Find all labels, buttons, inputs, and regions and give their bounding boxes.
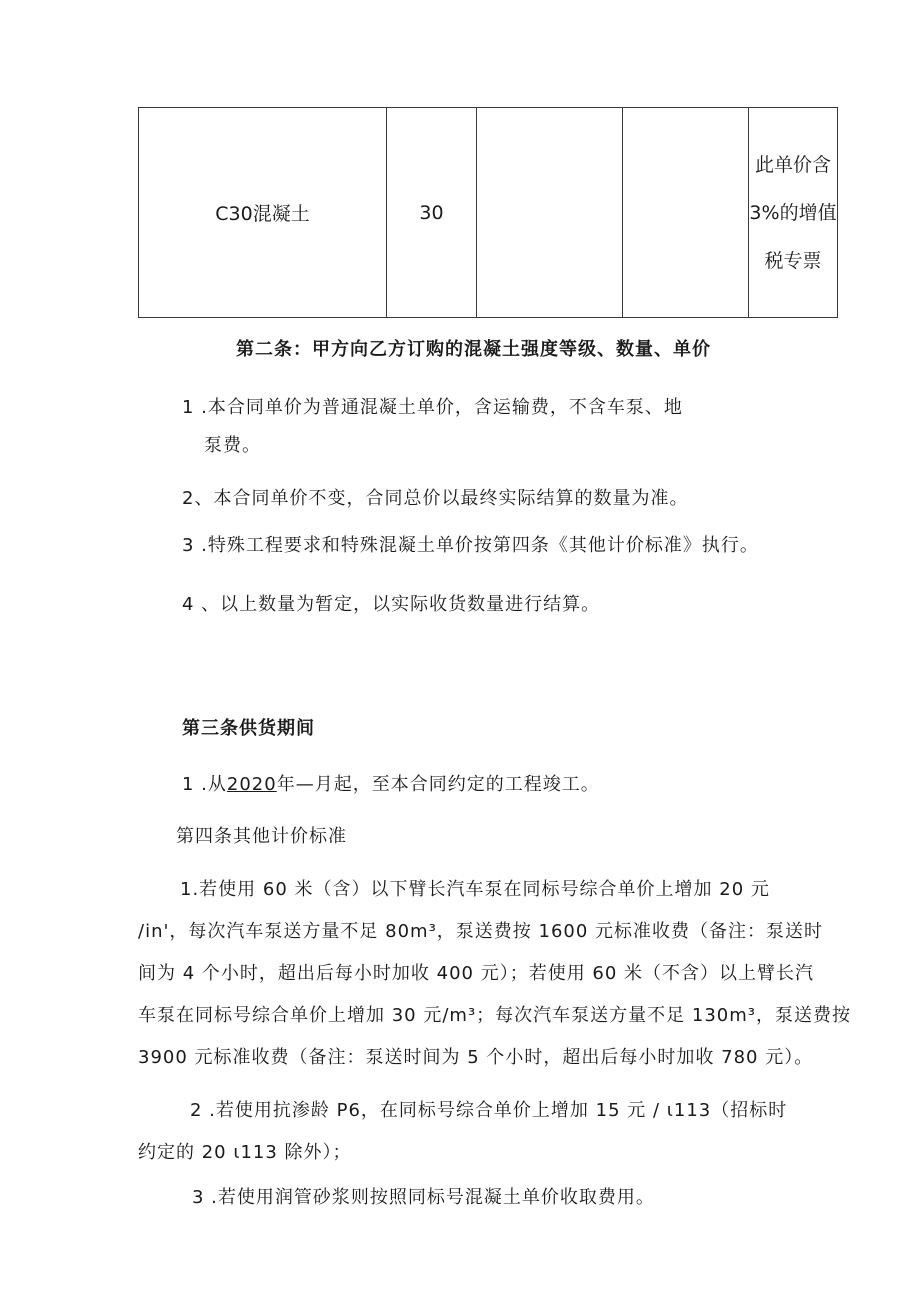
- product-cell: C30混凝土: [139, 108, 387, 318]
- article-3-heading: 第三条供货期间: [182, 718, 315, 739]
- empty-cell: [477, 108, 623, 318]
- article-2-item-2: 2、本合同单价不变，合同总价以最终实际结算的数量为准。: [182, 488, 689, 509]
- tax-note-line: 税专票: [764, 249, 822, 272]
- article-2-item-1-cont: 泵费。: [204, 435, 261, 456]
- article-4-item-1-line: 车泵在同标号综合单价上增加 30 元/m³；每次汽车泵送方量不足 130m³，泵送费按: [138, 1005, 851, 1026]
- article-2-item-1: 1 .本合同单价为普通混凝土单价，含运输费，不含车泵、地: [182, 397, 683, 418]
- article-2-heading: 第二条：甲方向乙方订购的混凝土强度等级、数量、单价: [236, 339, 711, 360]
- article-4-item-1: [138, 869, 851, 1079]
- article-3-item-1: [182, 770, 600, 796]
- article-4-item-1-line: 1.若使用 60 米（含）以下臂长汽车泵在同标号综合单价上增加 20 元: [180, 879, 770, 900]
- article-4-heading: 第四条其他计价标准: [176, 826, 347, 847]
- article-4-item-2: [138, 1090, 846, 1174]
- tax-note-line: 3%的增值: [749, 201, 837, 224]
- price-table: [138, 107, 838, 318]
- article-3-item-suffix: 年—月起，至本合同约定的工程竣工。: [276, 774, 600, 795]
- empty-cell: [623, 108, 749, 318]
- quantity-cell: 30: [387, 108, 477, 318]
- tax-note-cell: [749, 108, 838, 318]
- table-row: [139, 108, 838, 318]
- tax-note-line: 此单价含: [754, 153, 831, 176]
- article-4-item-3: 3 .若使用润管砂浆则按照同标号混凝土单价收取费用。: [192, 1187, 655, 1208]
- article-2-item-4: 4 、以上数量为暂定，以实际收货数量进行结算。: [182, 594, 601, 615]
- article-4-item-1-line: /in'，每次汽车泵送方量不足 80m³，泵送费按 1600 元标准收费（备注：泵送时: [138, 921, 824, 942]
- article-4-item-2-line: 约定的 20 ι113 除外）；: [138, 1142, 352, 1163]
- article-2-item-3: 3 .特殊工程要求和特殊混凝土单价按第四条《其他计价标准》执行。: [182, 535, 759, 556]
- article-3-item-year: 2020: [226, 774, 277, 795]
- article-4-item-2-line: 2 .若使用抗渗龄 P6，在同标号综合单价上增加 15 元 / ι113（招标时: [190, 1100, 788, 1121]
- article-3-item-prefix: 1 .从: [182, 774, 227, 795]
- article-4-item-1-line: 间为 4 个小时，超出后每小时加收 400 元）；若使用 60 米（不含）以上臂长汽: [138, 963, 815, 984]
- article-4-item-1-line: 3900 元标准收费（备注：泵送时间为 5 个小时，超出后每小时加收 780 元）。: [138, 1047, 814, 1068]
